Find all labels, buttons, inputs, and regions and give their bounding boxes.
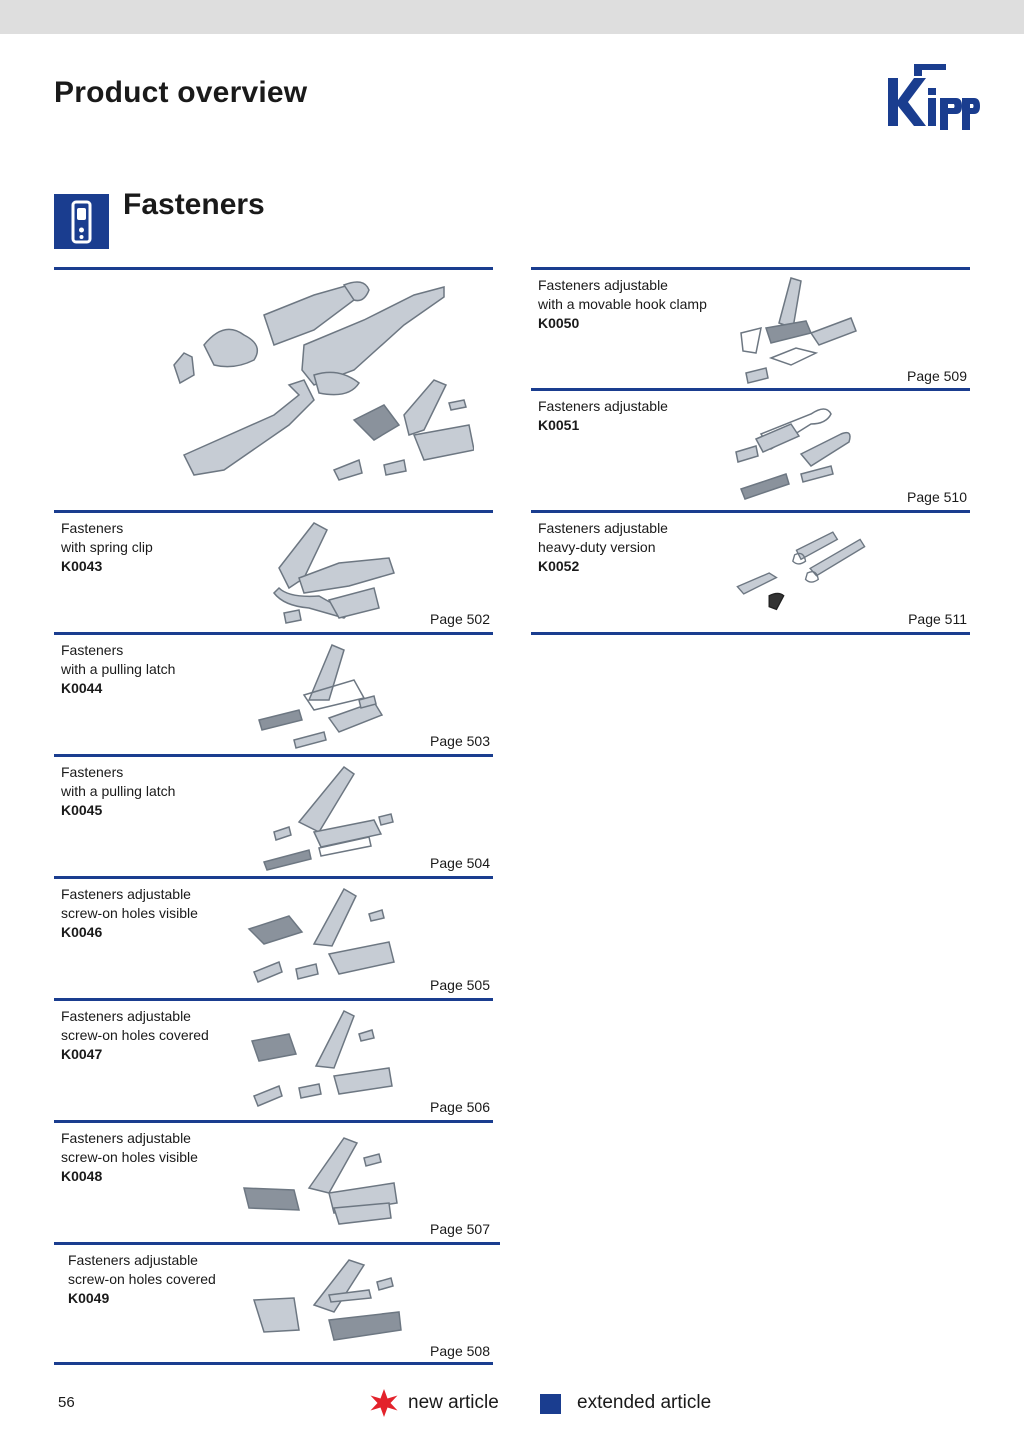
product-image (731, 394, 871, 509)
product-name: Fasteners adjustable (68, 1252, 198, 1268)
product-description: screw-on holes visible (61, 905, 198, 921)
page-reference[interactable]: Page 502 (430, 611, 490, 627)
product-code: K0044 (61, 680, 103, 696)
product-name: Fasteners adjustable (538, 277, 668, 293)
product-card-k0043[interactable] (54, 513, 493, 631)
page-reference[interactable]: Page 511 (908, 611, 967, 627)
product-name: Fasteners adjustable (538, 520, 668, 536)
product-card-k0047[interactable] (54, 1001, 493, 1119)
page-reference[interactable]: Page 504 (430, 855, 490, 871)
product-card-k0044[interactable] (54, 635, 493, 753)
product-name: Fasteners adjustable (61, 1008, 191, 1024)
product-code: K0049 (68, 1290, 110, 1306)
product-card-k0051[interactable] (531, 391, 970, 509)
product-image (259, 762, 399, 872)
product-description: with a pulling latch (61, 783, 176, 799)
product-code: K0045 (61, 802, 103, 818)
product-card-k0050[interactable] (531, 270, 970, 388)
section-title: Fasteners (123, 188, 265, 221)
product-description: screw-on holes covered (68, 1271, 216, 1287)
page-number: 56 (58, 1394, 75, 1411)
product-description: with a pulling latch (61, 661, 176, 677)
product-description: with spring clip (61, 539, 153, 555)
product-name: Fasteners adjustable (61, 1130, 191, 1146)
product-image (254, 640, 394, 750)
overview-image (54, 270, 493, 510)
product-name: Fasteners (61, 520, 124, 536)
fastener-category-icon (54, 194, 109, 249)
product-code: K0052 (538, 558, 580, 574)
divider (531, 632, 970, 635)
product-description: with a movable hook clamp (538, 296, 707, 312)
product-code: K0050 (538, 315, 580, 331)
square-icon (540, 1394, 561, 1414)
product-image (244, 1006, 404, 1116)
product-code: K0046 (61, 924, 103, 940)
product-code: K0048 (61, 1168, 103, 1184)
star-icon (369, 1388, 399, 1418)
product-description: heavy-duty version (538, 539, 656, 555)
product-card-k0049[interactable] (54, 1245, 493, 1363)
page-reference[interactable]: Page 510 (907, 489, 967, 505)
product-code: K0051 (538, 417, 580, 433)
product-card-k0048[interactable] (54, 1123, 493, 1241)
product-card-k0045[interactable] (54, 757, 493, 875)
top-bar (0, 0, 1024, 34)
product-image (244, 884, 404, 994)
page-reference[interactable]: Page 508 (430, 1343, 490, 1359)
page-reference[interactable]: Page 506 (430, 1099, 490, 1115)
legend-new-article: new article (408, 1392, 499, 1413)
kipp-logo (884, 60, 980, 132)
product-name: Fasteners (61, 764, 124, 780)
product-card-k0052[interactable] (531, 513, 970, 631)
product-image (726, 523, 876, 623)
page-title: Product overview (54, 76, 308, 109)
product-image (731, 273, 871, 388)
product-description: screw-on holes visible (61, 1149, 198, 1165)
product-image (249, 1250, 409, 1360)
page-reference[interactable]: Page 507 (430, 1221, 490, 1237)
product-code: K0047 (61, 1046, 103, 1062)
product-image (239, 1128, 399, 1238)
product-name: Fasteners adjustable (538, 398, 668, 414)
product-description: screw-on holes covered (61, 1027, 209, 1043)
page-reference[interactable]: Page 505 (430, 977, 490, 993)
page-reference[interactable]: Page 509 (907, 368, 967, 384)
product-card-k0046[interactable] (54, 879, 493, 997)
divider (54, 1362, 493, 1365)
legend-extended-article: extended article (577, 1392, 712, 1413)
product-name: Fasteners adjustable (61, 886, 191, 902)
product-code: K0043 (61, 558, 103, 574)
product-image (259, 518, 399, 628)
product-name: Fasteners (61, 642, 124, 658)
page-reference[interactable]: Page 503 (430, 733, 490, 749)
